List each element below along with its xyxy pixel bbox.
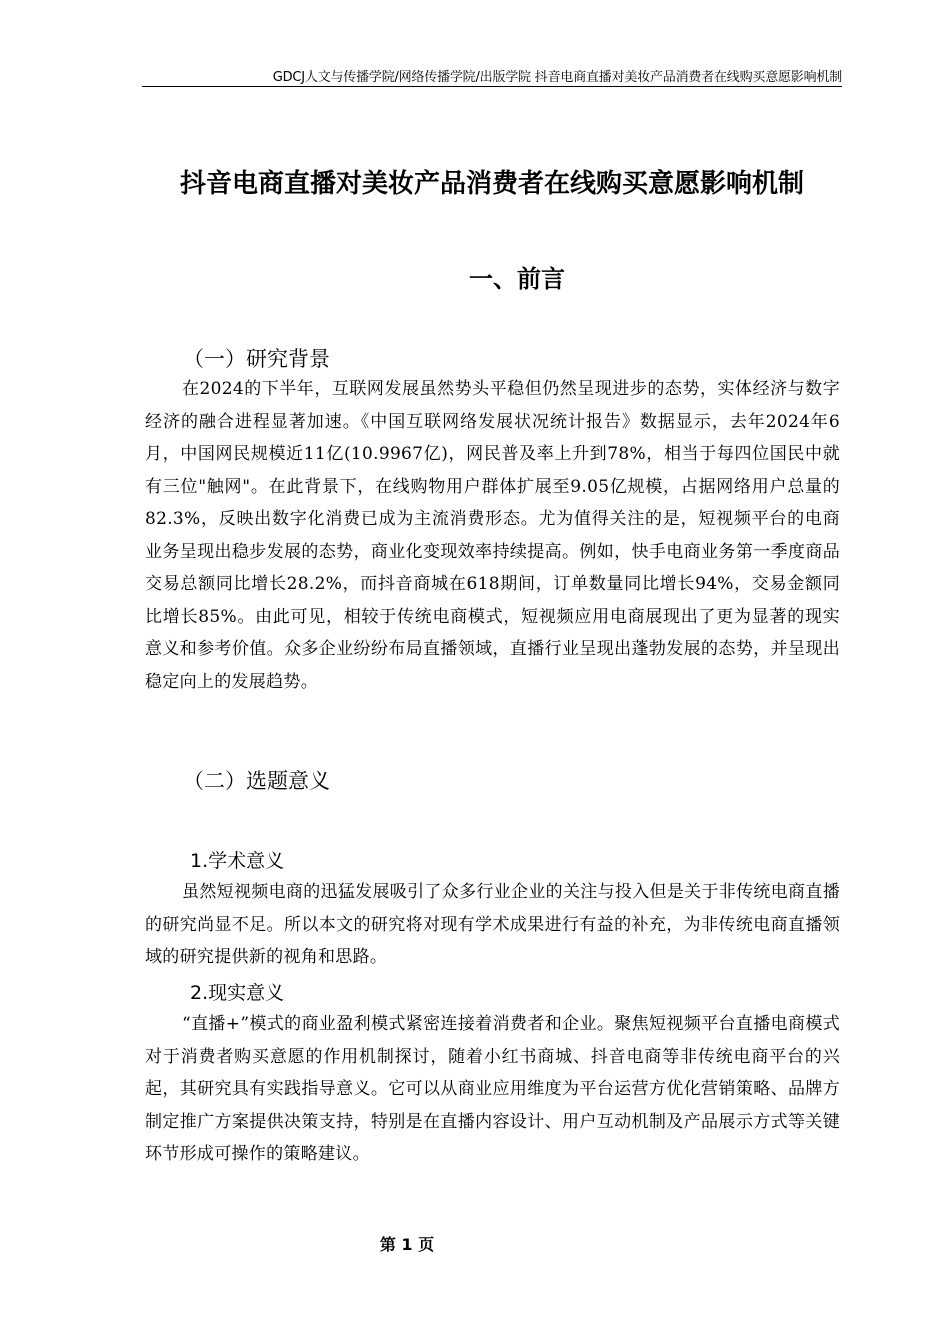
subsection-heading-background: （一）研究背景 <box>183 347 330 371</box>
paragraph-practical: “直播+”模式的商业盈利模式紧密连接着消费者和企业。聚焦短视频平台直播电商模式对于消费者购买意愿的作用机制探讨，随着小红书商城、抖音电商等非传统电商平台的兴起，其研究具有实践指导意义。它可以从商业应用维度为平台运营方优化营销策略、品牌方制定推广方案提供决策支持，特别是在直播内容设计、用户互动机制及产品展示方式等关键环节形成可操作的策略建议。 <box>145 1014 840 1164</box>
running-header: GDCJ人文与传播学院/网络传播学院/出版学院 抖音电商直播对美妆产品消费者在线购买意愿影响机制 <box>272 70 842 85</box>
paragraph-academic: 虽然短视频电商的迅猛发展吸引了众多行业企业的关注与投入但是关于非传统电商直播的研究尚显不足。所以本文的研究将对现有学术成果进行有益的补充，为非传统电商直播领域的研究提供新的视角和思路。 <box>145 882 840 967</box>
document-title: 抖音电商直播对美妆产品消费者在线购买意愿影响机制 <box>179 169 804 199</box>
item-heading-practical: 2.现实意义 <box>190 982 285 1004</box>
header-rule <box>142 86 842 87</box>
paragraph-background: 在2024的下半年，互联网发展虽然势头平稳但仍然呈现进步的态势，实体经济与数字经济的融合进程显著加速。《中国互联网络发展状况统计报告》数据显示，去年2024年6月，中国网民规模近11亿(10.9967亿)，网民普及率上升到78%，相当于每四位国民中就有三位"触网"。在此背景下，在线购物用户群体扩展至9.05亿规模，占据网络用户总量的82.3%，反映出数字化消费已成为主流消费形态。尤为值得关注的是，短视频平台的电商业务呈现出稳步发展的态势，商业化变现效率持续提高。例如，快手电商业务第一季度商品交易总额同比增长28.2%，而抖音商城在618期间，订单数量同比增长94%，交易金额同比增长85%。由此可见，相较于传统电商模式，短视频应用电商展现出了更为显著的现实意义和参考价值。众多企业纷纷布局直播领域，直播行业呈现出蓬勃发展的态势，并呈现出稳定向上的发展趋势。 <box>145 379 840 692</box>
subsection-heading-significance: （二）选题意义 <box>183 769 330 793</box>
section-heading-preface: 一、前言 <box>469 265 565 293</box>
item-heading-academic: 1.学术意义 <box>190 850 285 872</box>
page-number: 第 1 页 <box>379 1235 435 1254</box>
